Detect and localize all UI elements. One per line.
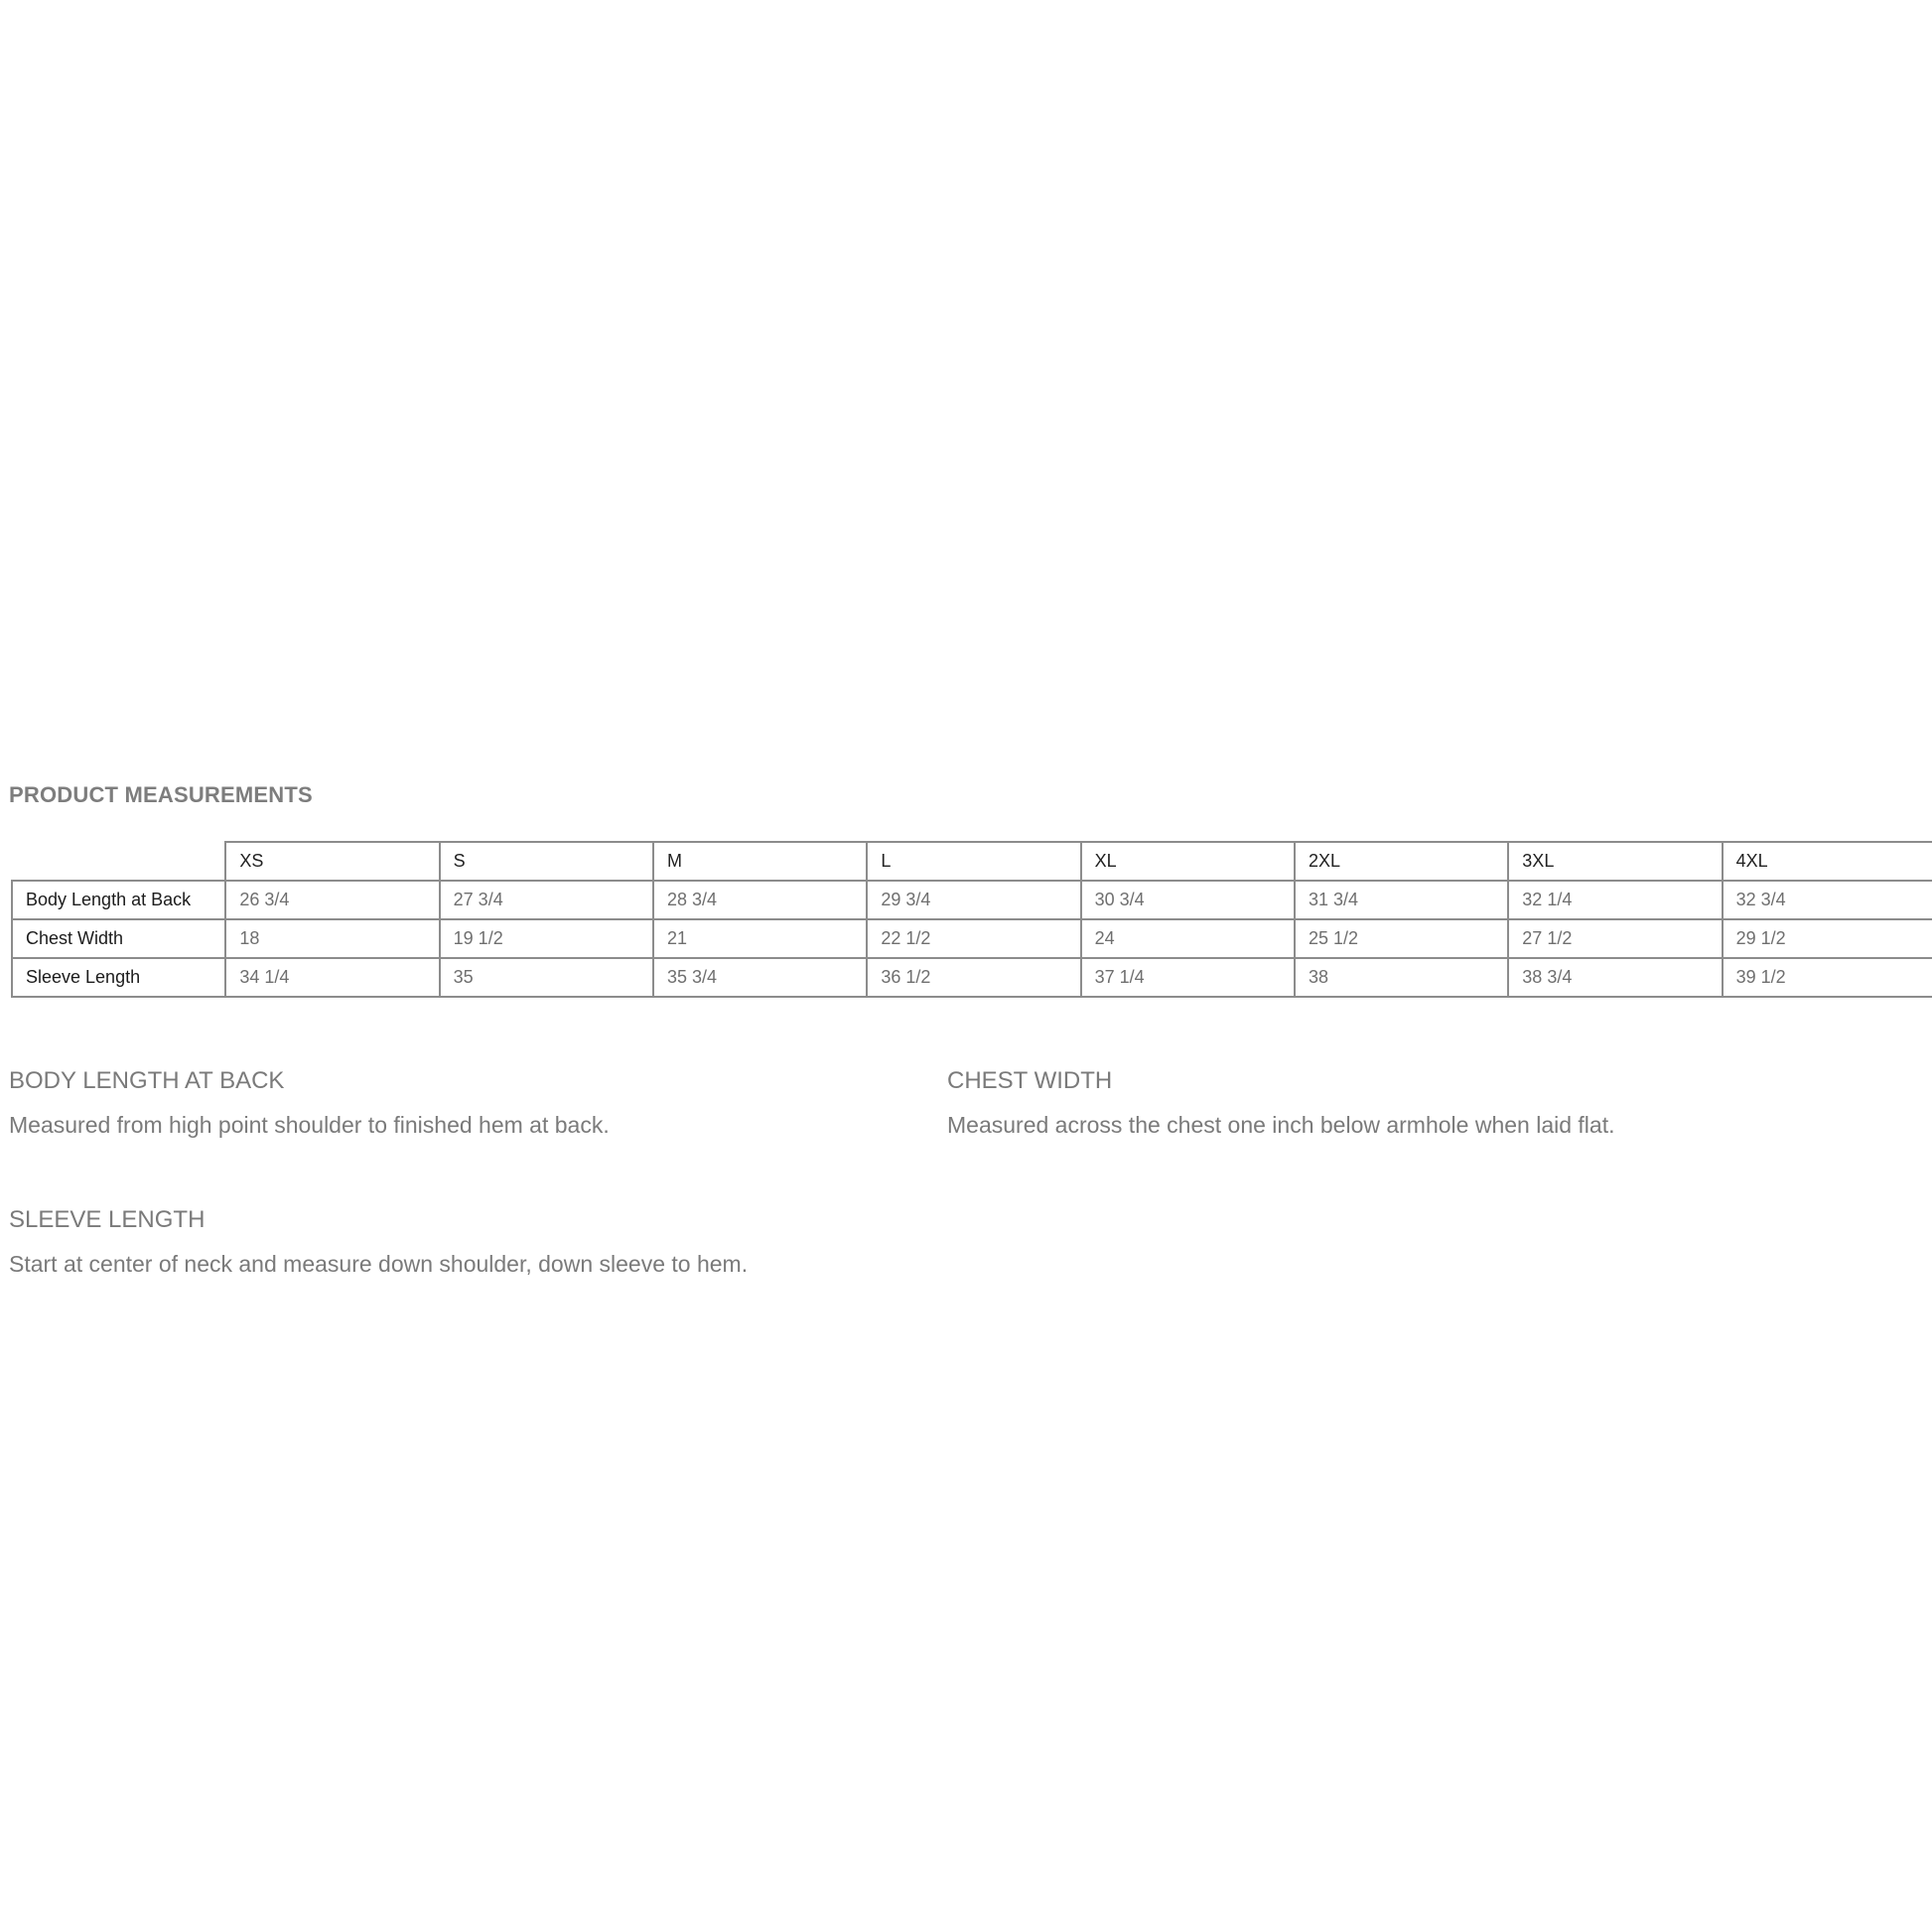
table-cell: 27 1/2 bbox=[1508, 919, 1722, 958]
chest-width-heading: CHEST WIDTH bbox=[947, 1067, 1113, 1094]
table-cell: 35 3/4 bbox=[653, 958, 867, 997]
table-cell: 38 bbox=[1295, 958, 1508, 997]
body-length-heading: BODY LENGTH AT BACK bbox=[9, 1067, 285, 1094]
body-length-description bbox=[9, 1067, 610, 1139]
body-length-text: Measured from high point shoulder to finished hem at back. bbox=[9, 1112, 610, 1138]
row-label-body-length: Body Length at Back bbox=[12, 881, 225, 919]
measurements-table bbox=[11, 841, 1932, 998]
table-cell: 21 bbox=[653, 919, 867, 958]
table-cell: 32 3/4 bbox=[1723, 881, 1932, 919]
size-header-xs: XS bbox=[225, 842, 439, 881]
table-cell: 34 1/4 bbox=[225, 958, 439, 997]
sleeve-length-heading: SLEEVE LENGTH bbox=[9, 1206, 206, 1233]
size-header-xl: XL bbox=[1081, 842, 1295, 881]
table-cell: 26 3/4 bbox=[225, 881, 439, 919]
table-header-row bbox=[12, 842, 1932, 881]
table-cell: 30 3/4 bbox=[1081, 881, 1295, 919]
table-cell: 27 3/4 bbox=[440, 881, 653, 919]
row-label-sleeve-length: Sleeve Length bbox=[12, 958, 225, 997]
table-cell: 18 bbox=[225, 919, 439, 958]
table-row bbox=[12, 958, 1932, 997]
table-cell: 29 1/2 bbox=[1723, 919, 1932, 958]
table-cell: 31 3/4 bbox=[1295, 881, 1508, 919]
table-cell: 36 1/2 bbox=[867, 958, 1080, 997]
table-cell: 32 1/4 bbox=[1508, 881, 1722, 919]
table-cell: 37 1/4 bbox=[1081, 958, 1295, 997]
size-header-4xl: 4XL bbox=[1723, 842, 1932, 881]
page-title: PRODUCT MEASUREMENTS bbox=[9, 782, 313, 807]
table-corner-cell bbox=[12, 842, 225, 881]
table-cell: 29 3/4 bbox=[867, 881, 1080, 919]
size-header-m: M bbox=[653, 842, 867, 881]
chest-width-description bbox=[947, 1067, 1614, 1139]
sleeve-length-text: Start at center of neck and measure down shoulder, down sleeve to hem. bbox=[9, 1251, 749, 1277]
size-header-s: S bbox=[440, 842, 653, 881]
table-cell: 22 1/2 bbox=[867, 919, 1080, 958]
table-cell: 38 3/4 bbox=[1508, 958, 1722, 997]
table-row bbox=[12, 881, 1932, 919]
size-header-3xl: 3XL bbox=[1508, 842, 1722, 881]
size-header-2xl: 2XL bbox=[1295, 842, 1508, 881]
table-cell: 24 bbox=[1081, 919, 1295, 958]
table-cell: 35 bbox=[440, 958, 653, 997]
table-cell: 19 1/2 bbox=[440, 919, 653, 958]
table-cell: 25 1/2 bbox=[1295, 919, 1508, 958]
table-row bbox=[12, 919, 1932, 958]
chest-width-text: Measured across the chest one inch below armhole when laid flat. bbox=[947, 1112, 1615, 1138]
table-cell: 39 1/2 bbox=[1723, 958, 1932, 997]
size-header-l: L bbox=[867, 842, 1080, 881]
row-label-chest-width: Chest Width bbox=[12, 919, 225, 958]
sleeve-length-description bbox=[9, 1206, 748, 1278]
table-cell: 28 3/4 bbox=[653, 881, 867, 919]
